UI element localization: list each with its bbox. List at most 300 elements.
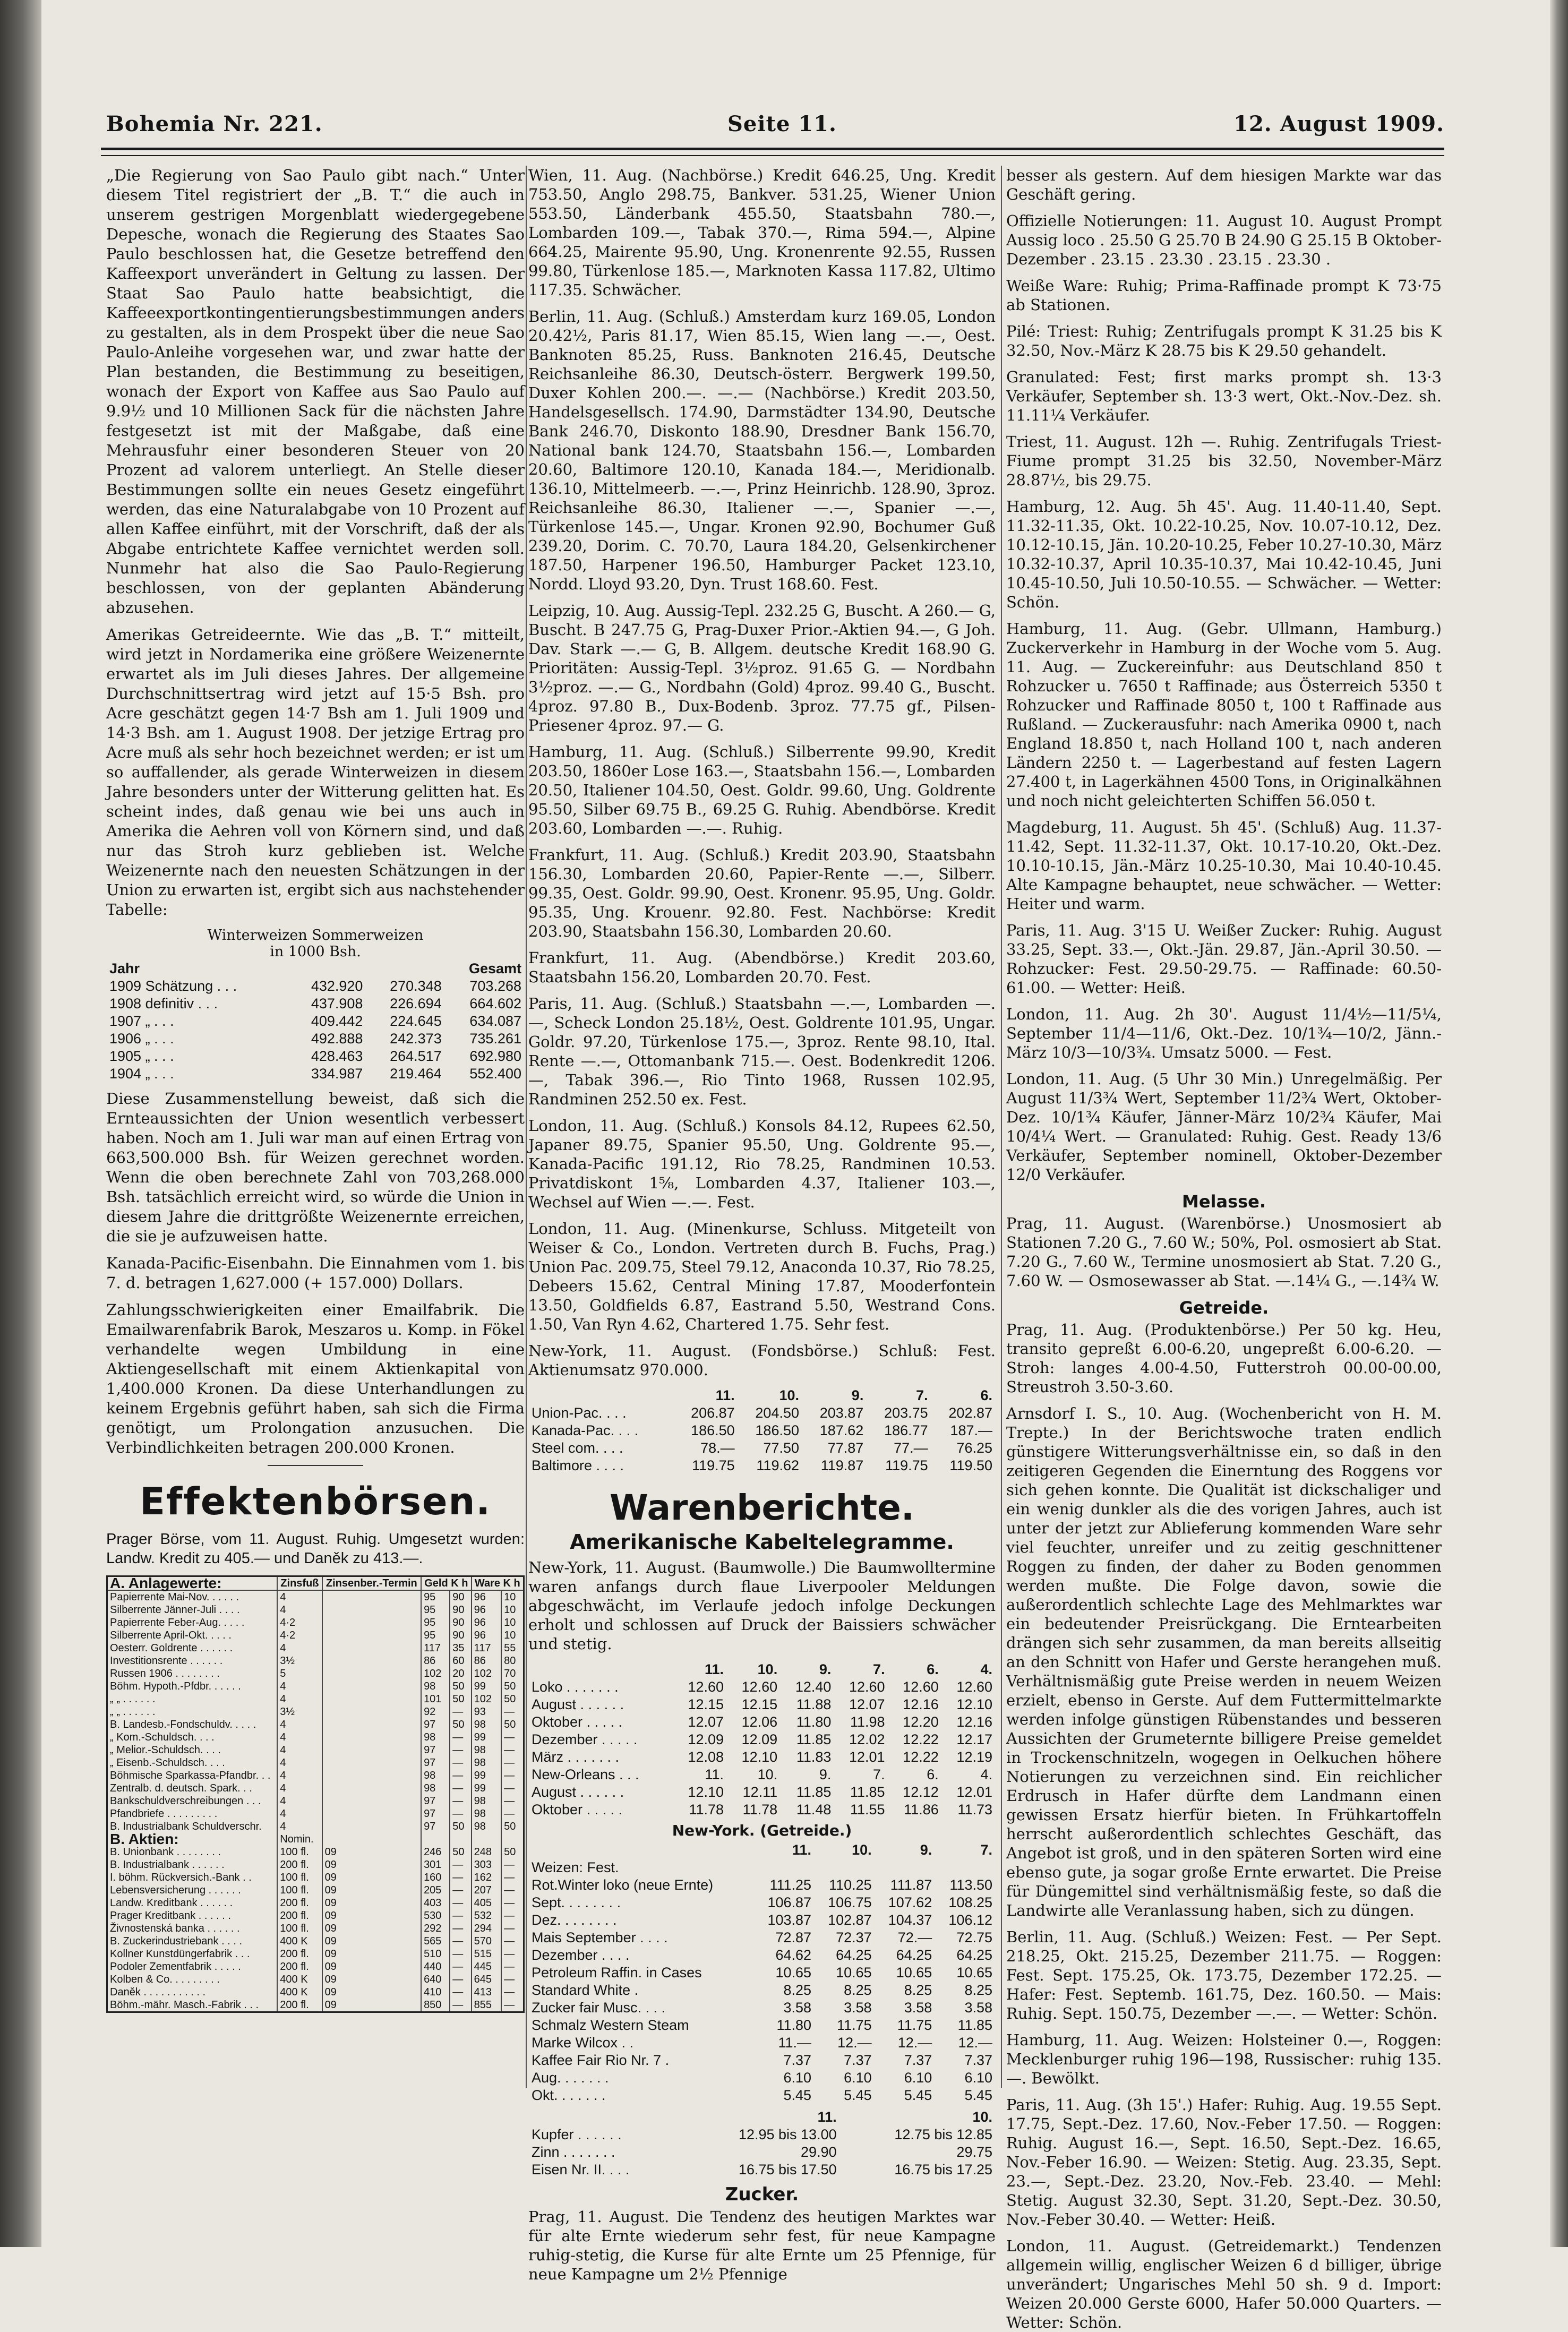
cell-value: 12.22 bbox=[903, 1749, 939, 1765]
security-name: Daněk . . . . . . . . . . . bbox=[110, 1986, 206, 1998]
security-name: Papierrente Feber-Aug. . . . . bbox=[110, 1617, 245, 1628]
cell-value: 12.60 bbox=[688, 1679, 724, 1695]
wheat-table bbox=[106, 927, 525, 1083]
price-cell: 102 bbox=[472, 1667, 502, 1680]
empty-cell bbox=[472, 1833, 502, 1846]
bond-row bbox=[108, 1590, 523, 1604]
cotton-row bbox=[528, 1678, 996, 1696]
security-name: B. Landesb.-Fondschuldv. . . . . bbox=[110, 1719, 256, 1730]
cell-value: 664.602 bbox=[469, 996, 521, 1011]
report-paris-grain: Paris, 11. Aug. (3h 15'.) Hafer: Ruhig. Aug. 19.55 Sept. 17.75, Sept.-Dez. 17.60, Nov.-Feber 17.50. — Roggen: Ruhig. August 16.—, Sept. 16.50, Sept.-Dez. 16.65, Nov.-Feber 16.90. — Weizen: Stetig. Aug. 23.35, Sept. 23.—, Sept.-Dez. 23.20, Nov.-Feb. 23.40. — Mehl: Stetig. August 32.30, Sept. 31.20, Sept.-Dez. 30.50, Nov.-Feber 30.40. — Wetter: Heiß. bbox=[1006, 2096, 1442, 2228]
cell-value: 12.15 bbox=[741, 1696, 778, 1712]
interest-term bbox=[322, 1782, 422, 1795]
price-cell: 445 bbox=[472, 1960, 502, 1973]
price-cell: 98 bbox=[421, 1680, 450, 1693]
report-hamburg-grain: Hamburg, 11. Aug. Weizen: Holsteiner 0.—, Roggen: Mecklenburger ruhig 196—198, Russischer: ruhig 135.—. Bewölkt. bbox=[1006, 2031, 1442, 2087]
price-cell: — bbox=[450, 1884, 471, 1897]
bond-row bbox=[108, 1654, 523, 1667]
grain-heading: Getreide. bbox=[1179, 1298, 1269, 1318]
price-cell: 86 bbox=[472, 1654, 502, 1667]
share-row bbox=[108, 1960, 523, 1973]
report-new-york: New-York, 11. August. (Fondsbörse.) Schluß: Fest. Aktienumsatz 970.000. bbox=[528, 1342, 996, 1379]
interest-rate: 4 bbox=[277, 1795, 322, 1807]
interest-rate: 3½ bbox=[277, 1654, 322, 1667]
cell-value: 8.25 bbox=[844, 1982, 872, 1998]
empty-cell bbox=[322, 1833, 422, 1846]
share-row bbox=[108, 1909, 523, 1922]
price-cell: 96 bbox=[472, 1604, 502, 1616]
row-label: 1905 „ . . . bbox=[109, 1048, 174, 1064]
price-cell: 97 bbox=[421, 1807, 450, 1820]
row-label: Eisen Nr. II. . . . bbox=[532, 2162, 630, 2177]
cell-value: 76.25 bbox=[956, 1440, 992, 1456]
price-cell: 99 bbox=[472, 1782, 502, 1795]
price-cell: 98 bbox=[421, 1731, 450, 1744]
price-cell: 50 bbox=[501, 1718, 523, 1731]
column-header: Ware K h bbox=[472, 1577, 523, 1590]
column-divider bbox=[526, 166, 527, 2088]
cell-value: 224.645 bbox=[390, 1013, 442, 1029]
price-cell: — bbox=[501, 1922, 523, 1935]
nominal-value: 100 fl. bbox=[277, 1884, 322, 1897]
interest-rate: 4 bbox=[277, 1782, 322, 1795]
cell-value: 12.22 bbox=[903, 1731, 939, 1747]
price-cell: 532 bbox=[472, 1909, 502, 1922]
dividend-year: 09 bbox=[322, 1948, 422, 1960]
share-row bbox=[108, 1884, 523, 1897]
price-cell: 565 bbox=[421, 1935, 450, 1948]
cell-value: 119.50 bbox=[949, 1458, 992, 1473]
cell-value: 11.— bbox=[778, 2035, 812, 2051]
cell-value: 203.87 bbox=[819, 1405, 864, 1421]
share-row bbox=[108, 1858, 523, 1871]
cell-value: 64.25 bbox=[896, 1947, 932, 1963]
interest-term bbox=[322, 1604, 422, 1616]
price-cell: 50 bbox=[450, 1820, 471, 1833]
report-molasses: Prag, 11. August. (Warenbörse.) Unosmosiert ab Stationen 7.20 G., 7.60 W.; 50%, Pol. osmosiert ab Stat. 7.20 G., 7.60 W., Termine unosmosiert ab Stat. 7.20 G., 7.60 W. — Osmosewasser ab Stat. —.14¼ G., —.14¾ W. bbox=[1006, 1214, 1442, 1290]
metal-row bbox=[528, 2126, 996, 2144]
nominal-value: 400 K bbox=[277, 1935, 322, 1948]
price-cell: 303 bbox=[472, 1858, 502, 1871]
share-row bbox=[108, 1973, 523, 1986]
table-header-row bbox=[528, 2108, 996, 2126]
cell-value: 186.50 bbox=[755, 1422, 799, 1438]
cell-value bbox=[754, 1859, 815, 1876]
cell-value: 12.08 bbox=[688, 1749, 724, 1765]
price-cell: 97 bbox=[421, 1718, 450, 1731]
cell-value: 12.06 bbox=[741, 1714, 778, 1730]
row-label: New-Orleans . . . bbox=[532, 1767, 639, 1782]
column-header: 4. bbox=[980, 1661, 992, 1677]
wheat-row bbox=[106, 1030, 525, 1048]
price-cell: — bbox=[501, 1756, 523, 1769]
price-cell: 570 bbox=[472, 1935, 502, 1948]
wheat-caption: Winterweizen Sommerweizen bbox=[207, 927, 424, 944]
column-header: 9. bbox=[920, 1842, 932, 1858]
cell-value: 16.75 bis 17.25 bbox=[894, 2162, 992, 2177]
interest-rate: 4 bbox=[277, 1590, 322, 1604]
row-label: Sept. . . . . . . . bbox=[532, 1894, 621, 1910]
share-row bbox=[108, 1846, 523, 1858]
interest-rate: 4 bbox=[277, 1693, 322, 1705]
cell-value: 12.17 bbox=[956, 1731, 992, 1747]
price-cell: 98 bbox=[421, 1769, 450, 1782]
cell-value: 110.25 bbox=[829, 1877, 872, 1893]
interest-rate: 4 bbox=[277, 1731, 322, 1744]
interest-term bbox=[322, 1629, 422, 1642]
report-wien: Wien, 11. Aug. (Nachbörse.) Kredit 646.25, Ung. Kredit 753.50, Anglo 298.75, Bankver. 531.25, Wiener Union 553.50, Länderbank 455.50, Staatsbahn 780.—, Lombarden 109.—, Tabak 370.—, Rima 594.—, Alpine 664.25, Mairente 95.90, Ung. Kronenrente 92.55, Russen 99.80, Türkenlose 185.—, Marknoten Kassa 117.82, Ultimo 117.35. Schwächer. bbox=[528, 166, 996, 299]
nominal-value: 100 fl. bbox=[277, 1871, 322, 1884]
cell-value: 11.80 bbox=[796, 1714, 832, 1730]
page-header bbox=[106, 112, 1444, 143]
price-cell: 96 bbox=[472, 1629, 502, 1642]
price-cell: — bbox=[450, 1960, 471, 1973]
interest-term bbox=[322, 1744, 422, 1756]
section-b-heading: B. Aktien: bbox=[110, 1831, 179, 1847]
cell-value: 104.37 bbox=[888, 1912, 932, 1928]
cell-value: 4. bbox=[980, 1767, 992, 1782]
price-cell: 98 bbox=[472, 1718, 502, 1731]
cell-value: 78.— bbox=[700, 1440, 735, 1456]
interest-rate: 3½ bbox=[277, 1705, 322, 1718]
price-cell: 86 bbox=[421, 1654, 450, 1667]
wheat-data-table bbox=[106, 960, 525, 1083]
header-rule bbox=[101, 148, 1444, 150]
price-cell: — bbox=[450, 1935, 471, 1948]
price-cell: 515 bbox=[472, 1948, 502, 1960]
price-cell: 95 bbox=[421, 1616, 450, 1629]
bond-row bbox=[108, 1744, 523, 1756]
article-email-factory: Zahlungsschwierigkeiten einer Emailfabrik. Die Emailwarenfabrik Barok, Meszaros u. Komp. in Fökel verhandelte wegen Umbildung in eine Aktiengesellschaft mit einem Aktienkapital von 1,400.000 Kronen. Da diese Unterhandlungen zu keinem Ergebnis geführt haben, sah sich die Firma genötigt, um Prolongation anzusuchen. Die Verbindlichkeiten betragen 200.000 Kronen. bbox=[106, 1301, 525, 1456]
price-cell: 97 bbox=[421, 1744, 450, 1756]
price-cell: 99 bbox=[472, 1769, 502, 1782]
security-name: „ Melior.-Schuldsch. . . . bbox=[110, 1744, 221, 1756]
cell-value: 12.01 bbox=[956, 1784, 992, 1800]
cell-value: 428.463 bbox=[311, 1048, 363, 1064]
column-header: 7. bbox=[916, 1387, 928, 1403]
article-sao-paulo: „Die Regierung von Sao Paulo gibt nach.“ Unter diesem Titel registriert der „B. T.“ die auch in unserem gestrigen Morgenblatt wiedergegebene Depesche, wonach die Regierung des Staates Sao Paulo beschlossen hat, die Gesetze betreffend den Kaffeexport unverändert in Geltung zu lassen. Der Staat Sao Paulo hatte beabsichtigt, die Kaffeeexportkontingentierungsbestimmungen anders zu gestalten, als in dem Prospekt über die neue Sao Paulo-Anleihe vorgesehen war, und zwar hatte der Plan bestanden, die Bestimmung zu beseitigen, wonach der Export von Kaffee aus Sao Paulo auf 9.9½ und 10 Millionen Sack für die nächsten Jahre festgesetzt ist mit der Maßgabe, daß eine Mehrausfuhr einer besonderen Steuer von 20 Prozent ad valorem unterliegt. An Stelle dieser Bestimmungen sollte ein neues Gesetz eingeführt werden, das eine Naturalabgabe von 10 Prozent auf allen Kaffee einführt, mit der Vorschrift, daß der als Abgabe entrichtete Kaffee vernichtet werden soll. Nunmehr hat also die Sao Paulo-Regierung beschlossen, von der geplanten Abänderung abzusehen. bbox=[106, 166, 525, 616]
row-label: 1904 „ . . . bbox=[109, 1066, 174, 1082]
interest-term bbox=[322, 1616, 422, 1629]
security-name: Böhmische Sparkassa-Pfandbr. . . bbox=[110, 1770, 271, 1781]
security-name: Papierrente Mai-Nov. . . . . . bbox=[110, 1591, 239, 1603]
cell-value: 12.75 bis 12.85 bbox=[894, 2127, 992, 2142]
cell-value: 334.987 bbox=[311, 1066, 363, 1082]
security-name: Kollner Kunstdüngerfabrik . . . bbox=[110, 1948, 250, 1960]
price-cell: 50 bbox=[501, 1820, 523, 1833]
report-paris-sugar: Paris, 11. Aug. 3'15 U. Weißer Zucker: Ruhig. August 33.25, Sept. 33.—, Okt.-Jän. 29.87, Jän.-April 30.50. — Rohzucker: Fest. 29.50-29.75. — Raffinade: 60.50-61.00. — Wetter: Heiß. bbox=[1006, 921, 1442, 997]
security-name: Kolben & Co. . . . . . . . . bbox=[110, 1974, 220, 1985]
price-cell: 98 bbox=[472, 1807, 502, 1820]
dividend-year: 09 bbox=[322, 1922, 422, 1935]
cell-value: 6.10 bbox=[844, 2070, 872, 2086]
cotton-row bbox=[528, 1748, 996, 1766]
price-cell: 117 bbox=[472, 1642, 502, 1654]
cell-value: 103.87 bbox=[767, 1912, 812, 1928]
metal-row bbox=[528, 2144, 996, 2161]
cell-value: 6.10 bbox=[783, 2070, 812, 2086]
price-cell: 205 bbox=[421, 1884, 450, 1897]
interest-term bbox=[322, 1756, 422, 1769]
column-header: Jahr bbox=[109, 961, 140, 976]
section-separator bbox=[268, 1465, 363, 1466]
nominal-header: Nomin. bbox=[277, 1833, 322, 1846]
interest-rate: 4 bbox=[277, 1820, 322, 1833]
share-row bbox=[108, 1935, 523, 1948]
commodity-row bbox=[528, 2069, 996, 2087]
prague-exchange-intro: Prager Börse, vom 11. August. Ruhig. Umgesetzt wurden: Landw. Kredit zu 405.— und Daněk zu 413.—. bbox=[106, 1531, 525, 1567]
interest-term bbox=[322, 1680, 422, 1693]
cotton-row bbox=[528, 1731, 996, 1748]
effekten-heading: Effektenbörsen. bbox=[140, 1480, 491, 1523]
price-cell: 403 bbox=[421, 1897, 450, 1909]
grain-ny-heading: New-York. (Getreide.) bbox=[672, 1822, 852, 1839]
price-cell: 207 bbox=[472, 1884, 502, 1897]
nominal-value: 200 fl. bbox=[277, 1999, 322, 2011]
row-label: Weizen: Fest. bbox=[532, 1859, 619, 1875]
share-row bbox=[108, 1948, 523, 1960]
nominal-value: 100 fl. bbox=[277, 1922, 322, 1935]
price-cell: — bbox=[501, 1909, 523, 1922]
row-label: Union-Pac. . . . bbox=[532, 1405, 627, 1421]
interest-rate: 4 bbox=[277, 1604, 322, 1616]
cell-value: 5.45 bbox=[844, 2087, 872, 2103]
cell-value: 12.07 bbox=[688, 1714, 724, 1730]
bond-row bbox=[108, 1807, 523, 1820]
dividend-year: 09 bbox=[322, 1909, 422, 1922]
column-header: 10. bbox=[852, 1842, 872, 1858]
cell-value: 186.50 bbox=[691, 1422, 735, 1438]
price-cell: — bbox=[501, 1986, 523, 1999]
price-cell: — bbox=[501, 1807, 523, 1820]
security-name: Bankschuldverschreibungen . . . bbox=[110, 1795, 261, 1807]
cell-value: 11.73 bbox=[957, 1802, 992, 1817]
row-label: Kanada-Pac. . . . bbox=[532, 1422, 639, 1438]
bond-row bbox=[108, 1731, 523, 1744]
price-cell: 50 bbox=[450, 1680, 471, 1693]
security-name: Böhm.-mähr. Masch.-Fabrik . . . bbox=[110, 1999, 259, 2011]
row-label: Steel com. . . . bbox=[532, 1440, 623, 1456]
price-cell: 60 bbox=[450, 1654, 471, 1667]
price-cell: 50 bbox=[450, 1718, 471, 1731]
commodity-row bbox=[528, 1929, 996, 1947]
cell-value: 10.65 bbox=[896, 1965, 932, 1981]
price-cell: — bbox=[501, 1948, 523, 1960]
price-cell: 90 bbox=[450, 1604, 471, 1616]
metal-row bbox=[528, 2161, 996, 2179]
interest-term bbox=[322, 1807, 422, 1820]
price-cell: 95 bbox=[421, 1629, 450, 1642]
price-cell: — bbox=[501, 1871, 523, 1884]
interest-rate: 4 bbox=[277, 1744, 322, 1756]
cotton-table bbox=[528, 1661, 996, 1819]
commodity-row bbox=[528, 1876, 996, 1894]
bond-row bbox=[108, 1680, 523, 1693]
price-cell: 50 bbox=[450, 1846, 471, 1858]
cell-value: 270.348 bbox=[390, 978, 442, 994]
cell-value: 11.55 bbox=[850, 1802, 885, 1817]
cell-value: 219.464 bbox=[390, 1066, 442, 1082]
cell-value: 77.87 bbox=[827, 1440, 864, 1456]
nominal-value: 200 fl. bbox=[277, 1897, 322, 1909]
interest-term bbox=[322, 1590, 422, 1604]
dividend-year: 09 bbox=[322, 1897, 422, 1909]
price-cell: — bbox=[501, 1795, 523, 1807]
price-cell: 80 bbox=[501, 1654, 523, 1667]
row-label: Aug. . . . . . . bbox=[532, 2070, 609, 2086]
report-prague-grain: Prag, 11. Aug. (Produktenbörse.) Per 50 kg. Heu, transito gepreßt 6.00-6.20, ungepreßt 6.00-6.20. — Stroh: langes 4.00-4.50, Futterstroh 00.00-00.00, Streustroh 3.50-3.60. bbox=[1006, 1321, 1442, 1396]
sugar-white-goods: Weiße Ware: Ruhig; Prima-Raffinade prompt K 73·75 ab Stationen. bbox=[1006, 277, 1442, 314]
nominal-value: 200 fl. bbox=[277, 1858, 322, 1871]
cell-value: 11.75 bbox=[897, 2017, 932, 2033]
price-cell: — bbox=[450, 1705, 471, 1718]
price-cell: 405 bbox=[472, 1897, 502, 1909]
cell-value: 16.75 bis 17.50 bbox=[738, 2162, 837, 2177]
article-grain-harvest: Amerikas Getreideernte. Wie das „B. T.“ mitteilt, wird jetzt in Nordamerika eine größere Weizenernte erwartet als im Juli dieses Jahres. Der allgemeine Durchschnittsertrag wird jetzt auf 15·5 Bsh. pro Acre geschätzt gegen 14·7 Bsh am 1. Juli 1909 und 14·3 Bsh. am 1. August 1908. Der jetzige Ertrag pro Acre muß als sehr hoch bezeichnet werden; er ist um so auffallender, als gerade Winterweizen in diesem Jahre besonders unter der Witterung gelitten hat. Es scheint indes, daß genau wie bei uns auch in Amerika die Aehren voll von Körnern sind, und daß nur das Stroh kurz geblieben ist. Welche Weizenernte nach den neuesten Schätzungen in der Union zu erwarten ist, ergibt sich aus nachstehender Tabelle: bbox=[106, 625, 525, 919]
column-header: 7. bbox=[980, 1842, 992, 1858]
row-label: Kupfer . . . . . . bbox=[532, 2127, 622, 2142]
price-cell: 98 bbox=[472, 1744, 502, 1756]
column-header: 11. bbox=[715, 1387, 735, 1403]
cell-value: 409.442 bbox=[311, 1013, 363, 1029]
row-label: März . . . . . . . bbox=[532, 1749, 620, 1765]
security-name: Investitionsrente . . . . . . bbox=[110, 1655, 223, 1667]
cotton-row bbox=[528, 1801, 996, 1819]
cell-value: 634.087 bbox=[469, 1013, 521, 1029]
cell-value: 113.50 bbox=[949, 1877, 992, 1893]
row-label: 1908 definitiv . . . bbox=[109, 996, 218, 1011]
stock-row bbox=[528, 1457, 996, 1474]
warenberichte-heading: Warenberichte. bbox=[610, 1487, 914, 1528]
column-header: 10. bbox=[972, 2109, 992, 2125]
cell-value: 3.58 bbox=[904, 2000, 932, 2016]
cell-value: 204.50 bbox=[755, 1405, 799, 1421]
cable-telegrams-heading: Amerikanische Kabeltelegramme. bbox=[570, 1530, 954, 1554]
report-frankfurt: Frankfurt, 11. Aug. (Schluß.) Kredit 203.90, Staatsbahn 156.30, Lombarden 20.60, Papier-Rente —.—, Silberr. 99.35, Oest. Goldr. 99.90, Oest. Kronenr. 95.95, Ung. Goldr. 95.35, Ung. Krouenr. 92.80. Fest. Nachbörse: Kredit 203.90, Staatsbahn 156.30, Lombarden 20.60. bbox=[528, 846, 996, 940]
cell-value: 10.65 bbox=[836, 1965, 872, 1981]
table-header-row bbox=[528, 1841, 996, 1859]
interest-term bbox=[322, 1667, 422, 1680]
security-name: Silberrente Jänner-Juli . . . . bbox=[110, 1604, 240, 1616]
nominal-value: 200 fl. bbox=[277, 1960, 322, 1973]
column-header: 9. bbox=[851, 1387, 864, 1403]
bond-row bbox=[108, 1642, 523, 1654]
scan-page-edge bbox=[1550, 0, 1568, 2247]
bond-row bbox=[108, 1616, 523, 1629]
share-row bbox=[108, 1986, 523, 1999]
cell-value: 242.373 bbox=[390, 1031, 442, 1047]
row-label: Zucker fair Musc. . . . bbox=[532, 2000, 666, 2016]
row-label: Okt. . . . . . . bbox=[532, 2087, 606, 2103]
column-header: 11. bbox=[704, 1661, 724, 1677]
interest-term bbox=[322, 1820, 422, 1833]
security-name: Landw. Kreditbank . . . . . . bbox=[110, 1897, 233, 1909]
row-label: August . . . . . . bbox=[532, 1696, 624, 1712]
wheat-unit: in 1000 Bsh. bbox=[270, 944, 361, 960]
cell-value: 11.75 bbox=[837, 2017, 872, 2033]
security-name: Prager Kreditbank . . . . . . bbox=[110, 1910, 231, 1922]
cell-value: 12.60 bbox=[849, 1679, 885, 1695]
row-label: Loko . . . . . . . bbox=[532, 1679, 619, 1695]
column-header: 11. bbox=[817, 2109, 837, 2125]
table-header-row bbox=[528, 1387, 996, 1404]
sugar-continued: besser als gestern. Auf dem hiesigen Markte war das Geschäft gering. bbox=[1006, 166, 1442, 203]
price-cell: — bbox=[501, 1897, 523, 1909]
cell-value: 12.60 bbox=[956, 1679, 992, 1695]
price-cell: 50 bbox=[501, 1693, 523, 1705]
report-hamburg-traffic: Hamburg, 11. Aug. (Gebr. Ullmann, Hamburg.) Zuckerverkehr in Hamburg in der Woche vom 5. Aug. 11. Aug. — Zuckereinfuhr: aus Deutschland 850 t Rohzucker u. 7650 t Raffinade; aus Österreich 5350 t Rohzucker und Raffinade 8050 t, 100 t Raffinade aus Rußland. — Zuckerausfuhr: nach Amerika 0900 t, nach England 18.850 t, nach Holland 100 t, nach anderen Ländern 2250 t. — Lagerbestand auf festen Lagern 27.400 t, in Lagerkähnen 4500 Tons, in Originalkähnen und noch nicht geleichterten Schiffen 56.050 t. bbox=[1006, 620, 1442, 810]
price-cell: — bbox=[450, 1731, 471, 1744]
row-label: August . . . . . . bbox=[532, 1784, 624, 1800]
page-date: 12. August 1909. bbox=[1233, 112, 1444, 136]
cell-value: 12.10 bbox=[956, 1696, 992, 1712]
cell-value: 202.87 bbox=[948, 1405, 992, 1421]
interest-rate: 4 bbox=[277, 1769, 322, 1782]
cell-value: 7.37 bbox=[964, 2052, 992, 2068]
report-london-grain: London, 11. August. (Getreidemarkt.) Tendenzen allgemein willig, englischer Weizen 6 d billiger, übrige unverändert; Ungarisches Mehl 50 sh. 9 d. Import: Weizen 20.000 Gerste 6000, Hafer 50.000 Quarters. — Wetter: Schön. bbox=[1006, 2237, 1442, 2331]
cell-value: 119.87 bbox=[820, 1458, 864, 1473]
share-row bbox=[108, 1999, 523, 2011]
cell-value: 12.02 bbox=[849, 1731, 885, 1747]
column-header: 6. bbox=[980, 1387, 992, 1403]
bond-row bbox=[108, 1769, 523, 1782]
row-label: Dezember . . . . . bbox=[532, 1731, 638, 1747]
cell-value: 432.920 bbox=[311, 978, 363, 994]
row-label: Oktober . . . . . bbox=[532, 1802, 623, 1817]
empty-cell bbox=[450, 1833, 471, 1846]
article-kanada-pacific: Kanada-Pacific-Eisenbahn. Die Einnahmen vom 1. bis 7. d. betragen 1,627.000 (+ 157.000) Dollars. bbox=[106, 1254, 525, 1292]
price-cell: — bbox=[450, 1948, 471, 1960]
cell-value: 11.86 bbox=[904, 1802, 939, 1817]
row-label: Kaffee Fair Rio Nr. 7 . bbox=[532, 2052, 670, 2068]
dividend-year: 09 bbox=[322, 1986, 422, 1999]
security-name: „ Kom.-Schuldsch. . . . bbox=[110, 1731, 215, 1743]
price-cell: 90 bbox=[450, 1629, 471, 1642]
price-cell: 162 bbox=[472, 1871, 502, 1884]
interest-rate: 4 bbox=[277, 1718, 322, 1731]
row-label: Dezember . . . . bbox=[532, 1947, 630, 1963]
cell-value: 119.75 bbox=[885, 1458, 928, 1473]
wheat-row bbox=[106, 1065, 525, 1083]
column-divider bbox=[1001, 166, 1002, 2088]
cell-value: 72.— bbox=[897, 1930, 932, 1945]
report-london-mines: London, 11. Aug. (Minenkurse, Schluss. Mitgeteilt von Weiser & Co., London. Vertreten durch B. Fuchs, Prag.) Union Pac. 209.75, Steel 79.12, Anaconda 10.37, Rio 78.25, Debeers 15.62, Central Mining 17.87, Mooderfontein 13.50, Goldfields 6.87, Eastrand 5.50, Westrand Cons. 1.50, Van Ryn 4.62, Chartered 1.75. Sehr fest. bbox=[528, 1220, 996, 1333]
cell-value: 7. bbox=[873, 1767, 885, 1782]
price-cell: 292 bbox=[421, 1922, 450, 1935]
cell-value: 12.16 bbox=[903, 1696, 939, 1712]
bond-row bbox=[108, 1667, 523, 1680]
price-cell: — bbox=[501, 1858, 523, 1871]
cell-value bbox=[875, 1859, 936, 1876]
cell-value: 5.45 bbox=[783, 2087, 812, 2103]
security-name: B. Industrialbank Schuldverschr. bbox=[110, 1821, 262, 1832]
report-paris: Paris, 11. Aug. (Schluß.) Staatsbahn —.—, Lombarden —.—, Scheck London 25.18½, Oest. Goldrente 101.95, Ungar. Goldr. 97.20, Türkenlose 175.—, 3proz. Rente 98.10, Ital. Rente —.—, Ottomanbank 715.—. Oest. Bodenkredit 1206.—, Tabak 396.—, Rio Tinto 1968, Russen 102.95, Randminen 252.50 ex. Fest. bbox=[528, 994, 996, 1108]
cell-value: 12.— bbox=[837, 2035, 872, 2051]
security-name: B. Zuckerindustriebank . . . . bbox=[110, 1935, 242, 1947]
price-cell: 95 bbox=[421, 1590, 450, 1604]
security-name: Živnostenská banka . . . . . . bbox=[110, 1923, 240, 1934]
interest-term bbox=[322, 1705, 422, 1718]
cell-value: 12.09 bbox=[741, 1731, 778, 1747]
cell-value: 186.77 bbox=[884, 1422, 928, 1438]
cell-value: 11.88 bbox=[796, 1696, 832, 1712]
column-header: Geld K h bbox=[421, 1577, 472, 1590]
cell-value: 12.60 bbox=[741, 1679, 778, 1695]
nominal-value: 400 K bbox=[277, 1986, 322, 1999]
interest-term bbox=[322, 1693, 422, 1705]
row-label: Mais September . . . . bbox=[532, 1930, 668, 1945]
price-cell: — bbox=[450, 1871, 471, 1884]
